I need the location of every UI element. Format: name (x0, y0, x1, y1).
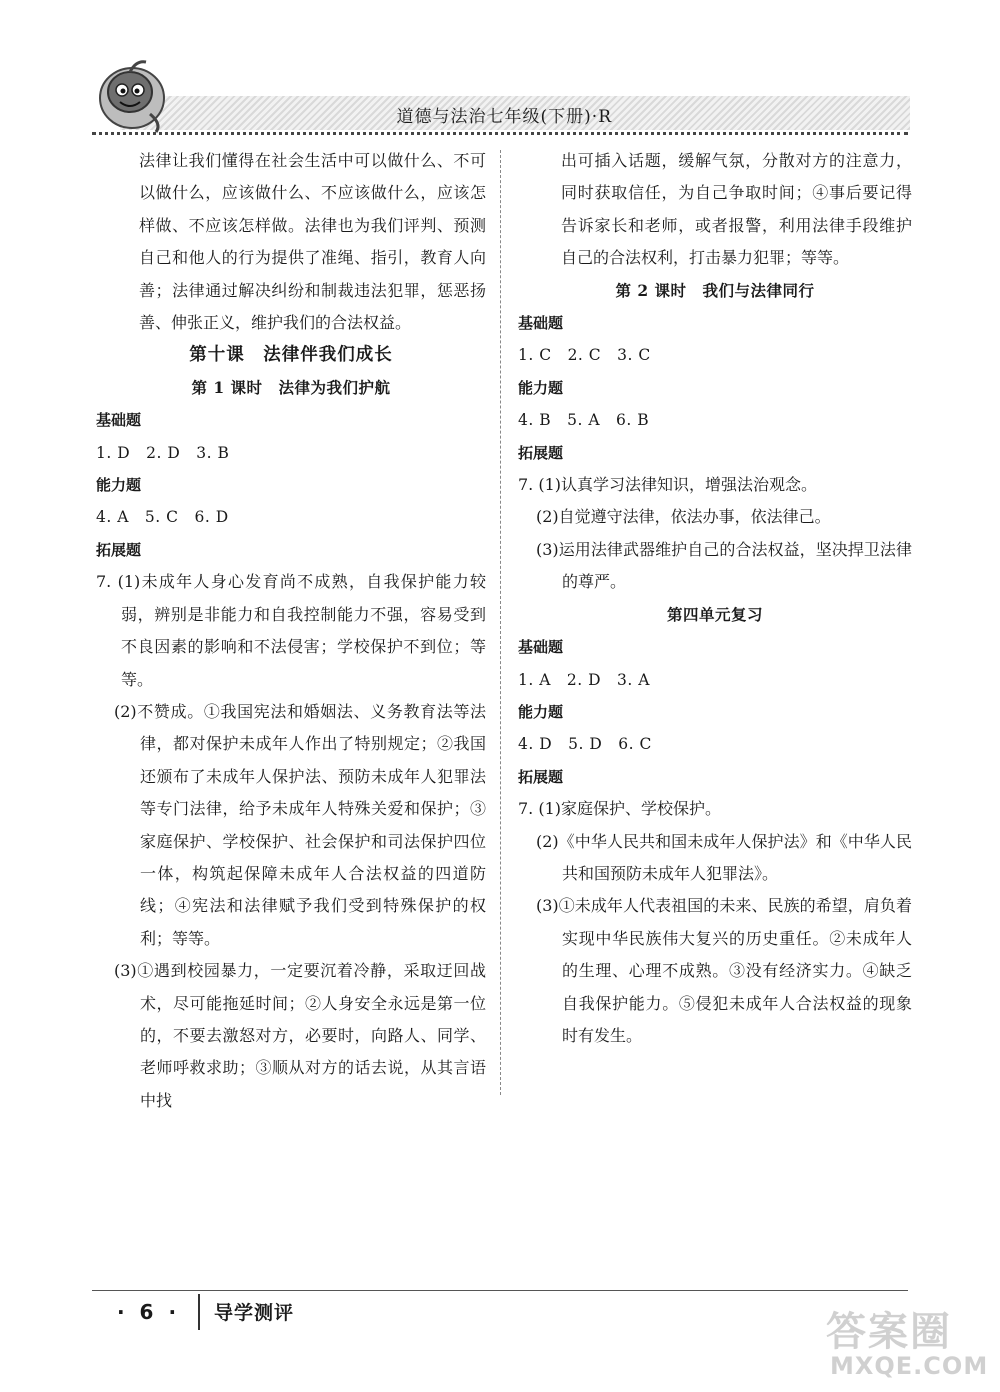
left-column (96, 145, 486, 1117)
question-7-part-3: (3)运用法律武器维护自己的合法权益，坚决捍卫法律的尊严。 (536, 539, 912, 592)
ability-answers: 4. B 5. A 6. B (518, 411, 650, 430)
review-question-7-part-3: (3)①未成年人代表祖国的未来、民族的希望，肩负着实现中华民族伟大复兴的历史重任。②未成年人的生理、心理不成熟。③没有经济实力。④缺乏自我保护能力。⑤侵犯未成年人合法权益的现象时有发生。 (536, 896, 912, 1045)
basic-label: 基础题 (96, 411, 142, 430)
question-7-part-2: (2)自觉遵守法律，依法办事，依法律己。 (536, 507, 831, 527)
right-column (518, 145, 912, 1052)
review-extension-label: 拓展题 (518, 767, 564, 786)
ability-label: 能力题 (96, 476, 142, 495)
period1-title: 第 1 课时 法律为我们护航 (191, 377, 391, 397)
footer-rule (92, 1290, 908, 1291)
header-title: 道德与法治七年级(下册)·R (396, 107, 612, 127)
watermark-url: MXQE.COM (830, 1352, 989, 1380)
ability-answers: 4. A 5. C 6. D (96, 508, 229, 527)
question-7-part-3: (3)①遇到校园暴力，一定要沉着冷静，采取迂回战术，尽可能拖延时间；②人身安全永远是第一位的，不要去激怒对方，必要时，向路人、同学、老师呼救求助；③顺从对方的话去说，从其言语中找 (114, 961, 486, 1110)
intro-paragraph: 法律让我们懂得在社会生活中可以做什么、不可以做什么，应该做什么、不应该做什么，应该怎样做、不应该怎样做。法律也为我们评判、预测自己和他人的行为提供了准绳、指引，教育人向善；法律通过解决纠纷和制裁违法犯罪，惩恶扬善、伸张正义，维护我们的合法权益。 (139, 151, 486, 333)
question-7-part-1: 7. (1)未成年人身心发育尚不成熟，自我保护能力较弱，辨别是非能力和自我控制能力不强，容易受到不良因素的影响和不法侵害；学校保护不到位；等等。 (96, 572, 486, 689)
review-ability-answers: 4. D 5. D 6. C (518, 735, 652, 754)
cartoon-mascot-icon (90, 52, 174, 136)
review-basic-answers: 1. A 2. D 3. A (518, 670, 650, 689)
basic-answers: 1. C 2. C 3. C (518, 346, 651, 365)
footer-separator (198, 1294, 200, 1330)
review-question-7-part-2: (2)《中华人民共和国未成年人保护法》和《中华人民共和国预防未成年人犯罪法》。 (536, 831, 912, 883)
series-label: 导学测评 (214, 1302, 295, 1324)
watermark-title: 答案圈 (826, 1309, 952, 1355)
ability-label: 能力题 (518, 378, 564, 397)
review-question-7-part-1: 7. (1)家庭保护、学校保护。 (518, 799, 722, 819)
extension-label: 拓展题 (518, 443, 564, 462)
review-basic-label: 基础题 (518, 638, 564, 657)
continued-paragraph: 出可插入话题，缓解气氛，分散对方的注意力，同时获取信任，为自己争取时间；④事后要记得告诉家长和老师，或者报警，利用法律手段维护自己的合法权利，打击暴力犯罪；等等。 (561, 151, 912, 268)
question-7-part-2: (2)不赞成。①我国宪法和婚姻法、义务教育法等法律，都对保护未成年人作出了特别规定；②我国还颁布了未成年人保护法、预防未成年人犯罪法等专门法律，给予未成年人特殊关爱和保护；③家庭保护、学校保护、社会保护和司法保护四位一体，构筑起保障未成年人合法权益的四道防线；④宪法和法律赋予我们受到特殊保护的权利；等等。 (114, 701, 486, 948)
column-divider (500, 150, 501, 1095)
question-7-part-1: 7. (1)认真学习法律知识，增强法治观念。 (518, 475, 818, 495)
page-number: · 6 · (117, 1300, 181, 1324)
period2-title: 第 2 课时 我们与法律同行 (615, 280, 815, 300)
extension-label: 拓展题 (96, 540, 142, 559)
header-rule (92, 132, 908, 135)
unit-review-title: 第四单元复习 (666, 604, 763, 624)
lesson-title: 第十课 法律伴我们成长 (189, 345, 393, 366)
review-ability-label: 能力题 (518, 702, 564, 721)
basic-answers: 1. D 2. D 3. B (96, 443, 230, 462)
basic-label: 基础题 (518, 314, 564, 333)
